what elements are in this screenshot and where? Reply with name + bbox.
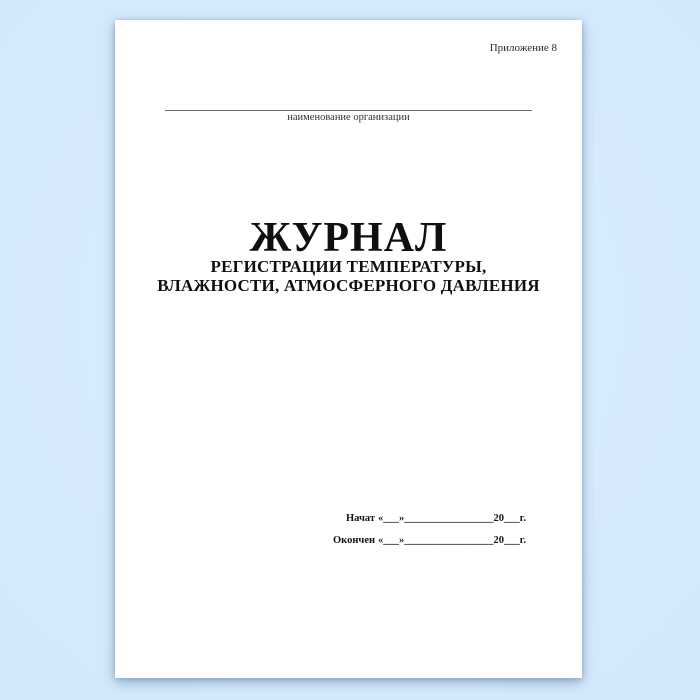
appendix-note: Приложение 8 [489,42,557,54]
journal-subtitle-line-2: ВЛАЖНОСТИ, АТМОСФЕРНОГО ДАВЛЕНИЯ [157,276,540,295]
finished-label: Окончен [333,535,376,546]
started-middle-blank: _________________ [404,513,494,524]
started-label: Начат [345,513,376,524]
organization-name-blank-line [165,20,532,111]
started-year-suffix: г. [519,513,526,524]
finished-date-row [333,530,526,552]
started-year-blank: ___ [504,513,520,524]
finished-middle-blank: _________________ [404,535,494,546]
journal-subtitle-line-1: РЕГИСТРАЦИИ ТЕМПЕРАТУРЫ, [210,257,487,276]
started-date-row [333,508,526,530]
finished-day-blank: «___» [378,535,405,546]
finished-year-suffix: г. [519,535,526,546]
date-fields-block [333,508,526,552]
journal-title: ЖУРНАЛ [249,215,448,261]
organization-name-caption: наименование организации [287,112,410,123]
journal-cover-page [115,20,582,678]
finished-year-blank: ___ [504,535,520,546]
organization-name-field [165,20,532,123]
started-year-prefix: 20 [493,513,505,524]
started-day-blank: «___» [378,513,405,524]
finished-year-prefix: 20 [493,535,505,546]
title-block [115,217,582,295]
